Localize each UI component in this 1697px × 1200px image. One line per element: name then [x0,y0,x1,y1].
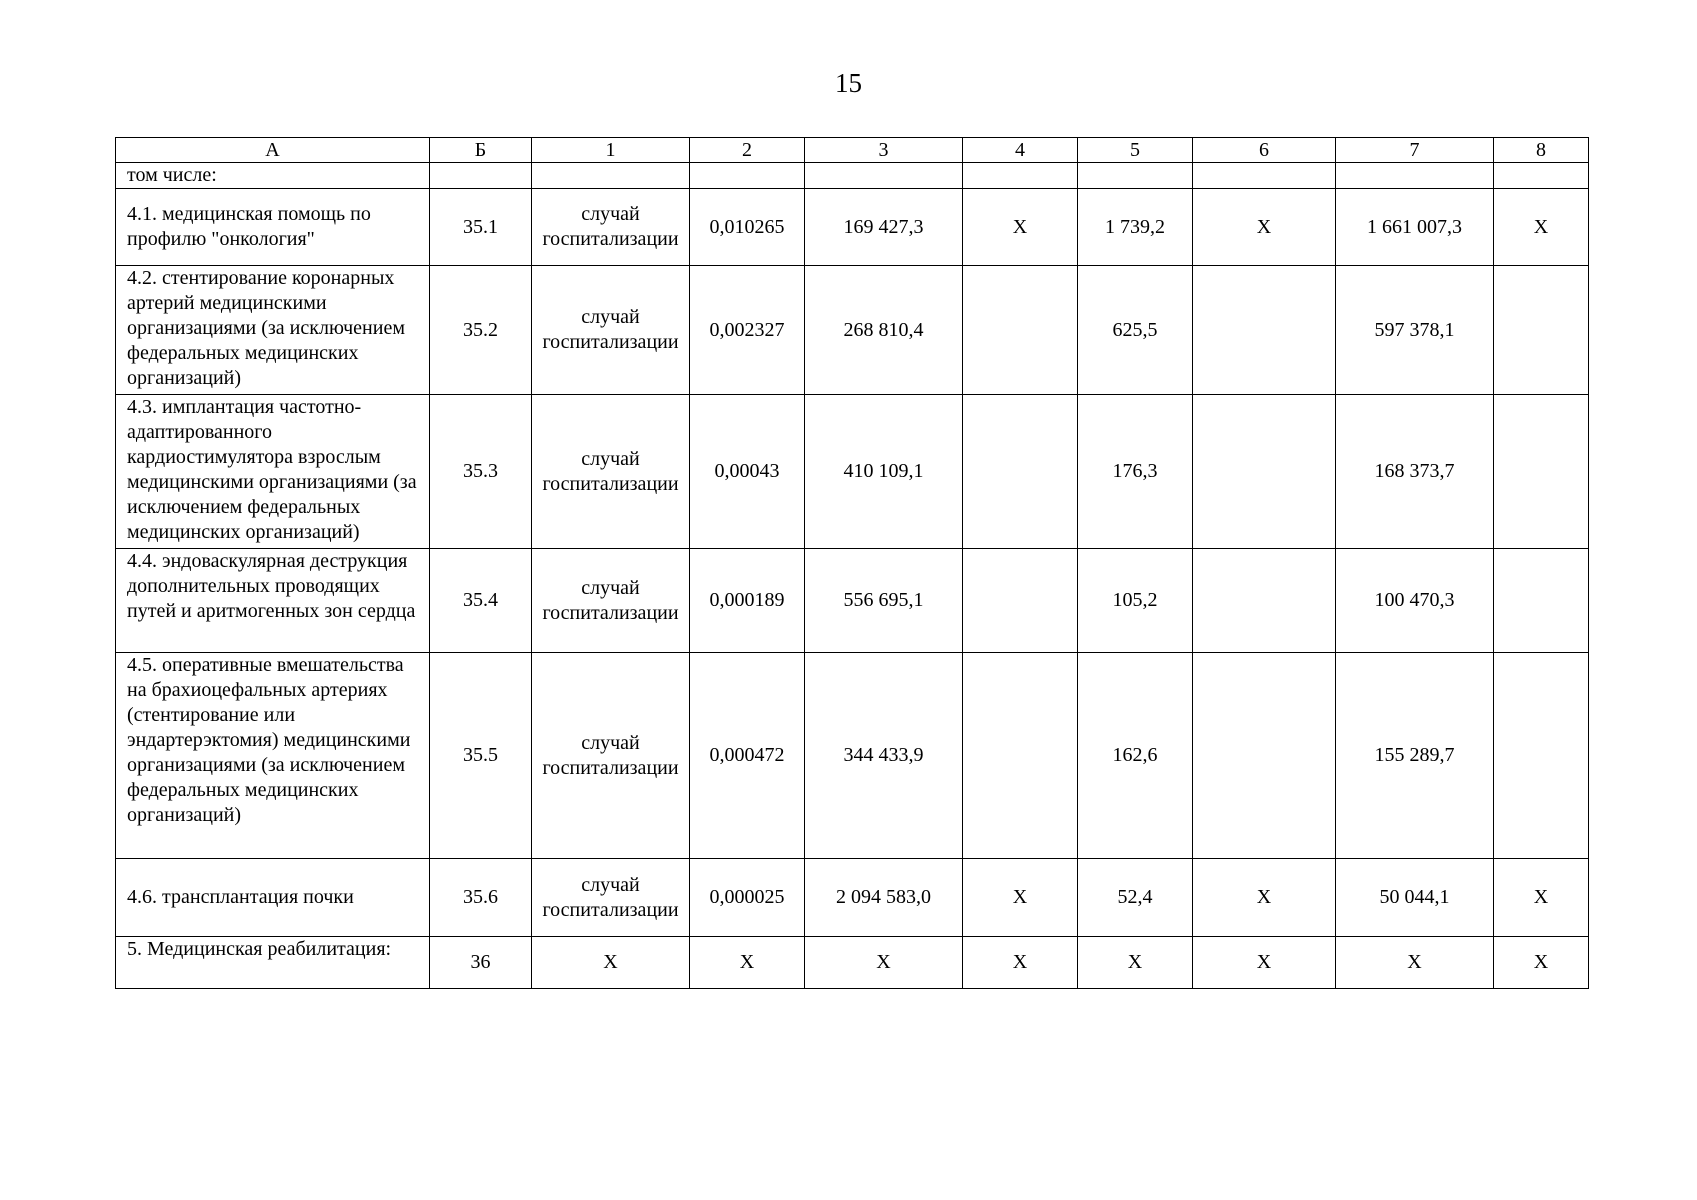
row-col7: 100 470,3 [1336,549,1494,653]
table-cell [532,163,690,189]
table-cell [1193,163,1336,189]
table-row [116,859,1589,937]
row-col5: 1 739,2 [1078,189,1193,266]
header-cell: 3 [805,138,963,163]
header-cell: Б [430,138,532,163]
table-row [116,937,1589,989]
row-col7: 1 661 007,3 [1336,189,1494,266]
continuation-row [116,163,1589,189]
table-cell [1336,163,1494,189]
row-col3: Х [805,937,963,989]
header-cell: 8 [1494,138,1589,163]
row-col8 [1494,549,1589,653]
table-cell [1078,163,1193,189]
row-col6 [1193,266,1336,395]
table-cell [805,163,963,189]
table-row [116,549,1589,653]
row-unit: случай госпитализации [532,266,690,395]
row-col4: Х [963,189,1078,266]
header-cell: 7 [1336,138,1494,163]
row-code: 35.6 [430,859,532,937]
row-unit: случай госпитализации [532,189,690,266]
continuation-label: том числе: [116,163,430,189]
table-row [116,189,1589,266]
table-header-row [116,138,1589,163]
row-col4 [963,549,1078,653]
row-col8: Х [1494,937,1589,989]
table-cell [430,163,532,189]
row-col7: 597 378,1 [1336,266,1494,395]
table-cell [1494,163,1589,189]
row-col6 [1193,395,1336,549]
row-col8 [1494,653,1589,859]
row-code: 35.4 [430,549,532,653]
row-col4 [963,395,1078,549]
row-col5: 105,2 [1078,549,1193,653]
header-cell: 2 [690,138,805,163]
row-unit: Х [532,937,690,989]
row-col6: Х [1193,859,1336,937]
row-col2: 0,010265 [690,189,805,266]
row-description: 4.5. оперативные вмешательства на брахиоцефальных артериях (стентирование или эндартерэктомия) медицинскими организациями (за исключением федеральных медицинских организаций) [116,653,430,859]
row-col2: 0,002327 [690,266,805,395]
row-col4 [963,266,1078,395]
row-col7: 50 044,1 [1336,859,1494,937]
row-description: 4.2. стентирование коронарных артерий медицинскими организациями (за исключением федеральных медицинских организаций) [116,266,430,395]
row-code: 35.3 [430,395,532,549]
row-col5: 162,6 [1078,653,1193,859]
row-col6 [1193,549,1336,653]
row-col8 [1494,266,1589,395]
row-code: 35.5 [430,653,532,859]
row-col6 [1193,653,1336,859]
row-description: 4.1. медицинская помощь по профилю "онкология" [116,189,430,266]
row-col8: Х [1494,189,1589,266]
table-row [116,266,1589,395]
table-row [116,653,1589,859]
row-col3: 169 427,3 [805,189,963,266]
row-col2: 0,000025 [690,859,805,937]
row-col8 [1494,395,1589,549]
data-table [115,137,1589,989]
row-description: 4.3. имплантация частотно-адаптированного кардиостимулятора взрослым медицинскими организациями (за исключением федеральных медицинских организаций) [116,395,430,549]
row-unit: случай госпитализации [532,653,690,859]
row-col3: 410 109,1 [805,395,963,549]
row-description: 5. Медицинская реабилитация: [116,937,430,989]
row-unit: случай госпитализации [532,395,690,549]
row-code: 35.2 [430,266,532,395]
header-cell: 4 [963,138,1078,163]
row-col4: Х [963,937,1078,989]
header-cell: 6 [1193,138,1336,163]
row-col3: 2 094 583,0 [805,859,963,937]
header-cell: 1 [532,138,690,163]
header-cell: 5 [1078,138,1193,163]
row-col5: Х [1078,937,1193,989]
row-col3: 268 810,4 [805,266,963,395]
row-col2: 0,000189 [690,549,805,653]
row-col4: Х [963,859,1078,937]
row-col5: 176,3 [1078,395,1193,549]
row-col3: 556 695,1 [805,549,963,653]
row-col7: Х [1336,937,1494,989]
row-col3: 344 433,9 [805,653,963,859]
row-col2: 0,00043 [690,395,805,549]
row-col5: 52,4 [1078,859,1193,937]
page-number: 15 [835,68,862,98]
row-col7: 168 373,7 [1336,395,1494,549]
table-cell [963,163,1078,189]
row-code: 35.1 [430,189,532,266]
row-col6: Х [1193,189,1336,266]
table-row [116,395,1589,549]
row-col6: Х [1193,937,1336,989]
row-description: 4.4. эндоваскулярная деструкция дополнительных проводящих путей и аритмогенных зон сердца [116,549,430,653]
row-col2: Х [690,937,805,989]
row-unit: случай госпитализации [532,549,690,653]
row-unit: случай госпитализации [532,859,690,937]
row-col5: 625,5 [1078,266,1193,395]
table-cell [690,163,805,189]
row-col7: 155 289,7 [1336,653,1494,859]
row-col2: 0,000472 [690,653,805,859]
header-cell: А [116,138,430,163]
row-code: 36 [430,937,532,989]
row-col8: Х [1494,859,1589,937]
row-col4 [963,653,1078,859]
row-description: 4.6. трансплантация почки [116,859,430,937]
